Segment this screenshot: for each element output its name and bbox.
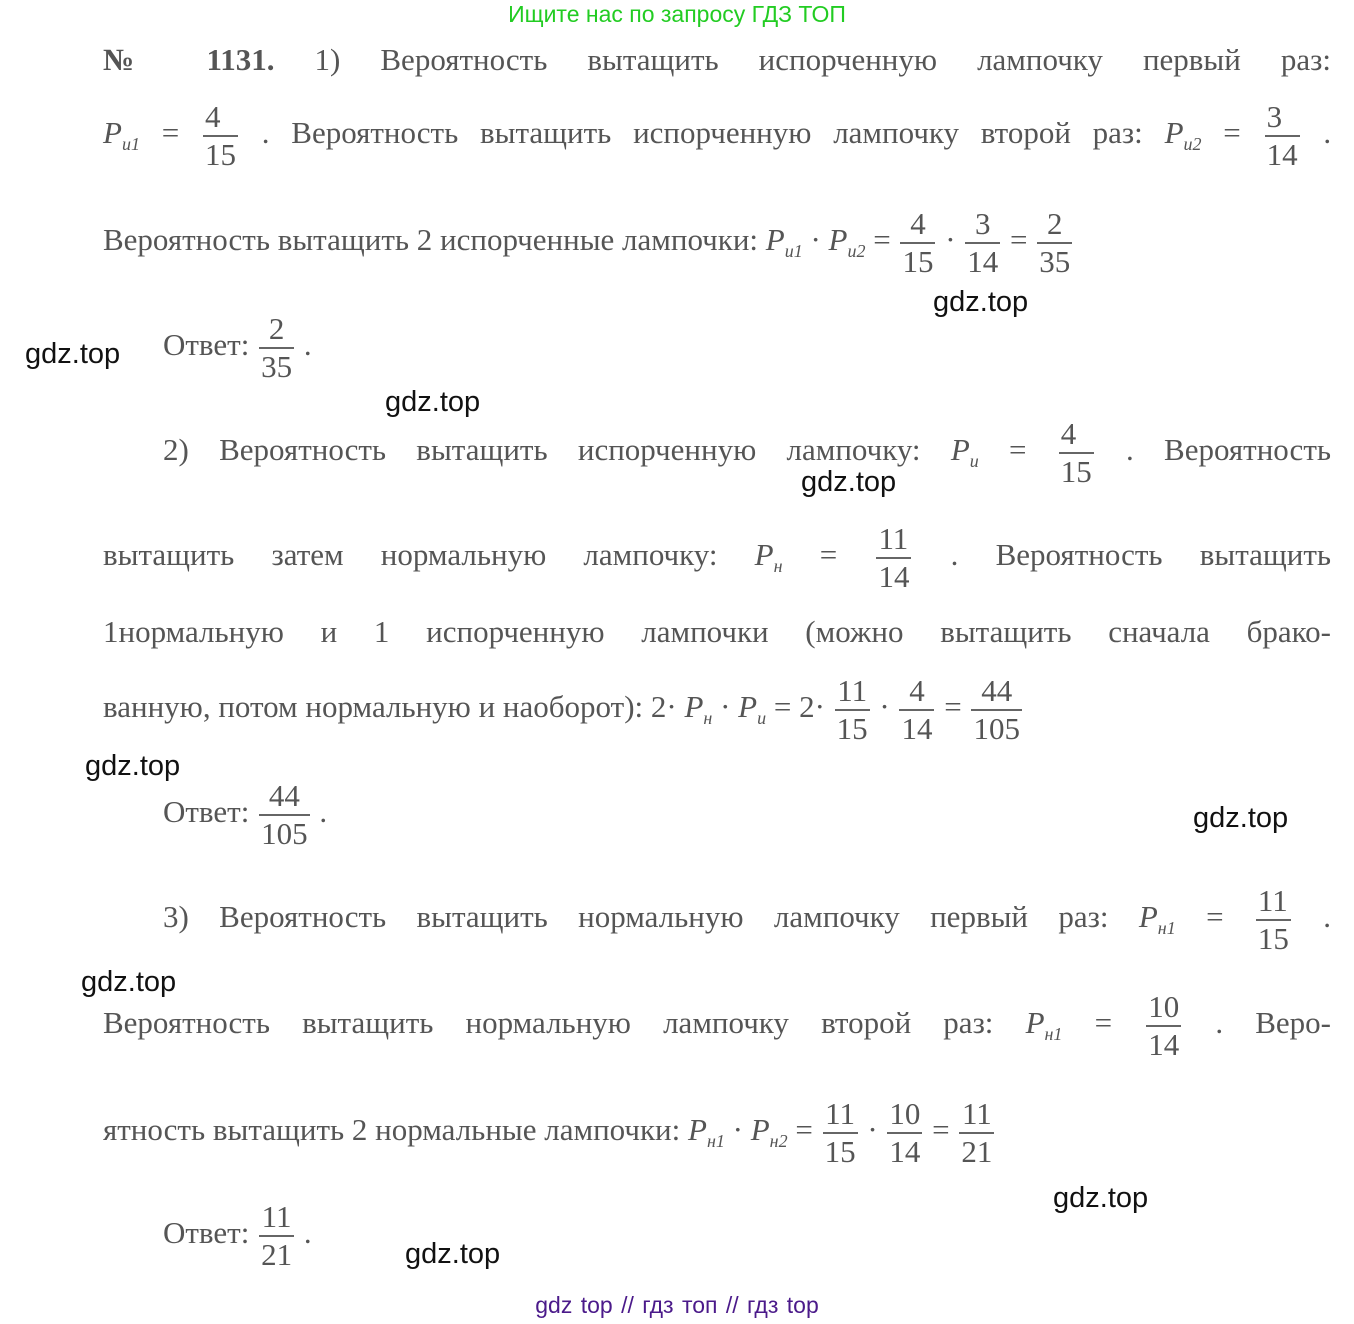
text-segment: · [879,689,890,724]
fraction [1256,883,1291,957]
subscript: и [969,451,979,472]
denominator: 105 [261,815,308,851]
denominator: 14 [878,558,910,594]
text-segment: = 2· [773,689,825,724]
footer-links[interactable]: gdz top // гдз топ // гдз top [535,1292,819,1318]
numerator: 10 [1146,989,1181,1027]
denominator: 15 [204,136,236,172]
fraction [959,1096,994,1170]
subscript: н1 [1044,1024,1063,1045]
fraction [1059,416,1094,490]
fraction [965,206,1000,280]
denominator: 14 [1148,1026,1180,1062]
text-segment: 2) Вероятность вытащить испорченную лампочку: [163,432,921,467]
subscript: и2 [847,241,866,262]
text-segment: . [303,1215,312,1250]
text-segment: . Вероятность вытащить [950,537,1332,572]
fraction [1037,206,1072,280]
numerator: 11 [259,1199,294,1237]
probability-symbol: $P_{и2}$ [828,222,866,262]
answer-line [163,772,327,852]
fraction [900,206,935,280]
watermark: gdz.top [81,966,177,998]
answer-line [163,305,312,385]
denominator: 15 [1060,453,1092,489]
probability-symbol: $P_{н1}$ [1138,899,1176,939]
denominator: 14 [901,710,933,746]
numerator: 4 [203,99,238,137]
denominator: 15 [902,243,934,279]
text-segment: 3) Вероятность вытащить нормальную лампочку первый раз: [163,899,1109,934]
probability-symbol: $P_н$ [684,689,713,729]
text-segment: = [1206,899,1224,934]
text-segment: 1) Вероятность вытащить испорченную лампочку первый раз: [314,42,1331,77]
denominator: 14 [1266,136,1298,172]
text-segment: Ответ: [163,1215,250,1250]
subscript: н [773,556,783,577]
numerator: 11 [835,673,870,711]
denominator: 105 [973,710,1020,746]
probability-symbol: $P_и$ [738,689,767,729]
probability-symbol: $P_{и1}$ [765,222,803,262]
denominator: 15 [824,1133,856,1169]
numerator: 11 [823,1096,858,1134]
fraction [876,521,911,595]
text-segment: = [795,1112,813,1147]
numerator: 11 [959,1096,994,1134]
numerator: 10 [887,1096,922,1134]
problem-number: № 1131. [103,42,275,77]
fraction [259,778,310,852]
text-segment: Ответ: [163,327,250,362]
text-segment: . [303,327,312,362]
fraction [203,99,238,173]
text-segment: . Вероятность [1126,432,1332,467]
probability-symbol: $P_{и1}$ [103,115,140,155]
watermark: gdz.top [85,750,181,782]
numerator: 3 [965,206,1000,244]
fraction [823,1096,858,1170]
denominator: 14 [889,1133,921,1169]
probability-symbol: $P_{н2}$ [750,1112,788,1152]
subscript: н1 [706,1131,725,1152]
text-segment: . [319,794,328,829]
numerator: 4 [899,673,934,711]
numerator: 4 [1059,416,1094,454]
answer-line [163,1193,312,1273]
fraction [1146,989,1181,1063]
watermark: gdz.top [385,386,481,418]
text-segment: · [720,689,731,724]
watermark: gdz.top [801,466,897,498]
numerator: 4 [900,206,935,244]
watermark: gdz.top [405,1238,501,1270]
subscript: н [703,708,713,729]
text-segment: · [867,1112,878,1147]
fraction [887,1096,922,1170]
denominator: 15 [836,710,868,746]
solution-line [103,592,1331,672]
text-segment: Вероятность вытащить нормальную лампочку второй раз: [103,1005,994,1040]
text-segment: . Веро- [1215,1005,1331,1040]
solution-line [103,200,1074,280]
watermark: gdz.top [1053,1182,1149,1214]
numerator: 2 [1037,206,1072,244]
numerator: 44 [971,673,1022,711]
text-segment: = [944,689,962,724]
numerator: 44 [259,778,310,816]
subscript: и2 [1183,134,1202,155]
numerator: 11 [1256,883,1291,921]
text-segment: = [1010,222,1028,257]
solution-line [103,667,1024,747]
solution-line [103,515,1331,595]
numerator: 11 [876,521,911,559]
text-segment: ванную, потом нормальную и наоборот): 2· [103,689,677,724]
watermark: gdz.top [1193,802,1289,834]
subscript: н1 [1157,918,1176,939]
numerator: 3 [1265,99,1300,137]
text-segment: = [932,1112,950,1147]
text-segment: · [810,222,821,257]
probability-symbol: $P_н$ [754,537,783,577]
numerator: 2 [259,311,294,349]
watermark: gdz.top [933,286,1029,318]
text-segment: = [1009,432,1027,467]
denominator: 21 [961,1133,993,1169]
denominator: 35 [1039,243,1071,279]
text-segment: 1нормальную и 1 испорченную лампочки (можно вытащить сначала брако- [103,614,1331,649]
solution-line [103,1090,996,1170]
text-segment: = [1223,115,1241,150]
subscript: и [757,708,767,729]
probability-symbol: $P_{н1}$ [688,1112,725,1152]
text-segment: · [732,1112,743,1147]
denominator: 15 [1257,920,1289,956]
subscript: и1 [121,134,140,155]
subscript: н2 [769,1131,788,1152]
fraction [899,673,934,747]
probability-symbol: $P_{н1}$ [1025,1005,1063,1045]
solution-line [103,20,1331,100]
text-segment: Ответ: [163,794,250,829]
denominator: 35 [261,348,293,384]
watermark: gdz.top [25,338,121,370]
text-segment: = [873,222,891,257]
denominator: 14 [967,243,999,279]
fraction [259,311,294,385]
solution-line [103,983,1331,1063]
fraction [835,673,870,747]
text-segment: . [1323,115,1332,150]
text-segment: вытащить затем нормальную лампочку: [103,537,718,572]
fraction [1265,99,1300,173]
subscript: и1 [784,241,803,262]
text-segment: = [1094,1005,1113,1040]
text-segment: ятность вытащить 2 нормальные лампочки: [103,1112,681,1147]
text-segment: = [161,115,180,150]
text-segment: = [819,537,838,572]
text-segment: . Вероятность вытащить испорченную лампочку второй раз: [261,115,1143,150]
fraction [259,1199,294,1273]
solution-line [163,877,1331,957]
text-segment: . [1323,899,1332,934]
solution-line [103,93,1331,173]
text-segment: Вероятность вытащить 2 испорченные лампочки: [103,222,759,257]
search-banner[interactable]: Ищите нас по запросу ГДЗ ТОП [508,1,846,27]
probability-symbol: $P_{и2}$ [1164,115,1202,155]
solution-line [163,410,1331,490]
probability-symbol: $P_и$ [950,432,979,472]
fraction [971,673,1022,747]
denominator: 21 [261,1236,293,1272]
text-segment: · [945,222,956,257]
